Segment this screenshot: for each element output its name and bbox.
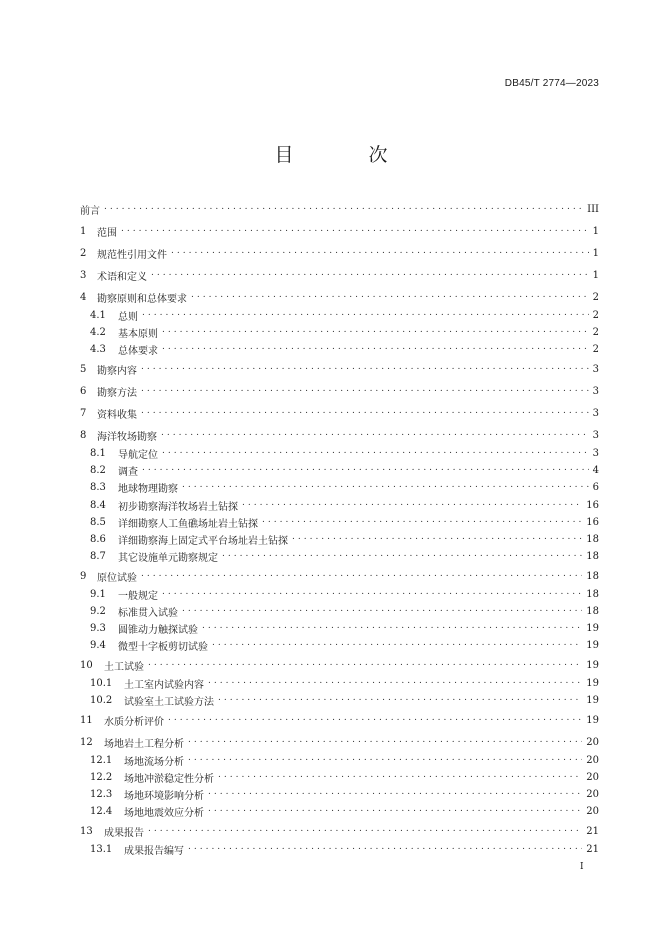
toc-leader-dots xyxy=(141,384,589,394)
toc-entry-label: 术语和定义 xyxy=(97,271,147,283)
toc-entry-label: 勘察方法 xyxy=(97,387,137,399)
toc-entry-page: 19 xyxy=(586,677,599,689)
toc-entry-label: 详细勘察海上固定式平台场址岩土钻探 xyxy=(118,535,288,547)
toc-entry-number: 4 xyxy=(80,291,87,303)
toc-entry-page: 2 xyxy=(592,291,599,303)
toc-entry-page: 3 xyxy=(592,447,599,459)
toc-entry-label: 场地冲淤稳定性分析 xyxy=(124,773,214,785)
toc-entry-number: 8.5 xyxy=(90,516,106,528)
toc-leader-dots xyxy=(242,498,582,508)
toc-entry[interactable] xyxy=(80,406,599,420)
toc-leader-dots xyxy=(162,446,589,456)
toc-entry[interactable] xyxy=(80,362,599,376)
toc-leader-dots xyxy=(222,549,582,559)
toc-entry[interactable] xyxy=(90,325,599,339)
toc-entry-label: 导航定位 xyxy=(118,449,158,461)
toc-leader-dots xyxy=(141,569,582,579)
toc-entry-page: 2 xyxy=(592,309,599,321)
toc-entry-page: 18 xyxy=(586,605,599,617)
toc-entry-page: 19 xyxy=(586,622,599,634)
toc-entry[interactable] xyxy=(90,308,599,322)
toc-entry[interactable] xyxy=(90,515,599,529)
toc-entry-page: 1 xyxy=(592,225,599,237)
toc-entry-page: 19 xyxy=(586,659,599,671)
toc-entry-label: 场地地震效应分析 xyxy=(124,807,204,819)
toc-entry-page: 21 xyxy=(586,825,599,837)
toc-entry-label: 标准贯入试验 xyxy=(118,607,178,619)
toc-entry-page: 20 xyxy=(586,771,599,783)
toc-entry-page: III xyxy=(587,203,599,215)
toc-entry-number: 5 xyxy=(80,363,87,375)
toc-entry[interactable] xyxy=(80,246,599,260)
toc-entry-label: 水质分析评价 xyxy=(104,716,164,728)
toc-entry-number: 12.2 xyxy=(90,771,113,783)
toc-leader-dots xyxy=(208,787,582,797)
toc-leader-dots xyxy=(162,342,589,352)
toc-leader-dots xyxy=(218,770,582,780)
toc-entry-label: 初步勘察海洋牧场岩土钻探 xyxy=(118,501,238,513)
toc-entry-label: 勘察内容 xyxy=(97,365,137,377)
toc-entry-page: 16 xyxy=(586,499,599,511)
toc-leader-dots xyxy=(142,308,589,318)
toc-entry-label: 调查 xyxy=(118,466,138,478)
toc-entry-number: 8.6 xyxy=(90,533,106,545)
toc-entry[interactable] xyxy=(90,498,599,512)
toc-entry-label: 场地环境影响分析 xyxy=(124,790,204,802)
toc-entry[interactable] xyxy=(90,676,599,690)
toc-leader-dots xyxy=(162,325,589,335)
toc-entry[interactable] xyxy=(90,446,599,460)
page-number: I xyxy=(580,862,584,872)
toc-entry-page: 6 xyxy=(592,481,599,493)
toc-leader-dots xyxy=(182,480,589,490)
toc-leader-dots xyxy=(182,604,582,614)
toc-entry-label: 总则 xyxy=(118,311,138,323)
toc-entry-number: 9.4 xyxy=(90,639,106,651)
toc-entry-label: 海洋牧场勘察 xyxy=(97,431,157,443)
toc-leader-dots xyxy=(202,621,582,631)
toc-entry-number: 8.4 xyxy=(90,499,106,511)
toc-entry-page: 18 xyxy=(586,570,599,582)
toc-entry-number: 9.2 xyxy=(90,605,106,617)
toc-entry-label: 勘察原则和总体要求 xyxy=(97,293,187,305)
toc-leader-dots xyxy=(171,246,589,256)
toc-entry-number: 8.1 xyxy=(90,447,106,459)
toc-entry-label: 原位试验 xyxy=(97,572,137,584)
toc-leader-dots xyxy=(148,658,582,668)
toc-entry-number: 3 xyxy=(80,269,87,281)
toc-entry-label: 地球物理勘察 xyxy=(118,483,178,495)
toc-leader-dots xyxy=(121,224,589,234)
toc-entry-page: 18 xyxy=(586,533,599,545)
toc-entry-number: 8.7 xyxy=(90,550,106,562)
toc-entry-number: 8.2 xyxy=(90,464,106,476)
toc-entry[interactable] xyxy=(80,824,599,838)
toc-entry-page: 1 xyxy=(592,269,599,281)
toc-entry[interactable] xyxy=(80,202,599,216)
toc-entry-page: 20 xyxy=(586,754,599,766)
toc-entry-label: 土工试验 xyxy=(104,661,144,673)
toc-leader-dots xyxy=(141,362,589,372)
toc-entry[interactable] xyxy=(90,587,599,601)
toc-entry-number: 9 xyxy=(80,570,87,582)
toc-entry-label: 总体要求 xyxy=(118,345,158,357)
toc-entry-page: 20 xyxy=(586,736,599,748)
toc-leader-dots xyxy=(208,676,582,686)
toc-entry-page: 2 xyxy=(592,343,599,355)
toc-entry-label: 基本原则 xyxy=(118,328,158,340)
toc-entry-page: 19 xyxy=(586,639,599,651)
toc-entry-label: 资料收集 xyxy=(97,409,137,421)
toc-entry[interactable] xyxy=(90,638,599,652)
page-title: 目 次 xyxy=(274,144,416,166)
toc-entry-number: 13 xyxy=(80,825,93,837)
toc-entry[interactable] xyxy=(90,342,599,356)
toc-entry-label: 成果报告 xyxy=(104,827,144,839)
toc-entry-page: 3 xyxy=(592,407,599,419)
toc-entry-page: 19 xyxy=(586,694,599,706)
toc-entry-label: 场地流场分析 xyxy=(124,756,184,768)
toc-entry-label: 一般规定 xyxy=(118,590,158,602)
toc-entry-label: 圆锥动力触探试验 xyxy=(118,624,198,636)
toc-leader-dots xyxy=(212,638,582,648)
toc-entry-number: 4.2 xyxy=(90,326,106,338)
toc-leader-dots xyxy=(148,824,582,834)
toc-entry-label: 前言 xyxy=(80,205,100,217)
toc-entry[interactable] xyxy=(80,268,599,282)
toc-entry[interactable] xyxy=(90,532,599,546)
toc-leader-dots xyxy=(188,753,582,763)
toc-entry-label: 其它设施单元勘察规定 xyxy=(118,552,218,564)
toc-entry-label: 成果报告编写 xyxy=(124,845,184,857)
toc-leader-dots xyxy=(191,290,589,300)
toc-leader-dots xyxy=(188,842,582,852)
toc-entry-page: 16 xyxy=(586,516,599,528)
toc-entry-number: 2 xyxy=(80,247,87,259)
toc-entry-number: 9.3 xyxy=(90,622,106,634)
toc-entry-number: 12.1 xyxy=(90,754,113,766)
toc-entry-label: 范围 xyxy=(97,227,117,239)
toc-entry[interactable] xyxy=(90,753,599,767)
toc-entry-label: 规范性引用文件 xyxy=(97,249,167,261)
toc-entry-page: 20 xyxy=(586,805,599,817)
toc-leader-dots xyxy=(208,804,582,814)
toc-entry-page: 18 xyxy=(586,588,599,600)
toc-entry-page: 3 xyxy=(592,363,599,375)
toc-entry-number: 10.2 xyxy=(90,694,113,706)
toc-entry[interactable] xyxy=(80,428,599,442)
toc-entry[interactable] xyxy=(90,480,599,494)
toc-entry-number: 4.1 xyxy=(90,309,106,321)
toc-entry-label: 场地岩土工程分析 xyxy=(104,738,184,750)
toc-entry[interactable] xyxy=(90,604,599,618)
toc-entry-page: 1 xyxy=(592,247,599,259)
document-code: DB45/T 2774—2023 xyxy=(504,78,599,89)
toc-entry-number: 9.1 xyxy=(90,588,106,600)
toc-entry-number: 12 xyxy=(80,736,93,748)
toc-leader-dots xyxy=(151,268,589,278)
toc-entry[interactable] xyxy=(90,804,599,818)
toc-leader-dots xyxy=(161,428,589,438)
toc-entry-number: 6 xyxy=(80,385,87,397)
toc-entry[interactable] xyxy=(80,735,599,749)
toc-entry[interactable] xyxy=(80,713,599,727)
toc-leader-dots xyxy=(168,713,582,723)
toc-entry-label: 试验室土工试验方法 xyxy=(124,696,214,708)
toc-entry[interactable] xyxy=(80,384,599,398)
toc-entry-number: 1 xyxy=(80,225,87,237)
toc-entry-page: 21 xyxy=(586,843,599,855)
toc-entry-number: 8.3 xyxy=(90,481,106,493)
toc-leader-dots xyxy=(218,693,582,703)
toc-entry-number: 10.1 xyxy=(90,677,113,689)
toc-entry[interactable] xyxy=(90,693,599,707)
toc-entry[interactable] xyxy=(80,658,599,672)
toc-entry-label: 土工室内试验内容 xyxy=(124,679,204,691)
toc-leader-dots xyxy=(141,406,589,416)
toc-entry-page: 20 xyxy=(586,788,599,800)
toc-entry-number: 4.3 xyxy=(90,343,106,355)
toc-entry[interactable] xyxy=(90,787,599,801)
toc-entry[interactable] xyxy=(90,842,599,856)
toc-entry-page: 19 xyxy=(586,714,599,726)
toc-entry[interactable] xyxy=(90,549,599,563)
toc-leader-dots xyxy=(142,463,589,473)
toc-entry-label: 详细勘察人工鱼礁场址岩土钻探 xyxy=(118,518,258,530)
toc-entry-page: 18 xyxy=(586,550,599,562)
toc-entry[interactable] xyxy=(90,463,599,477)
toc-leader-dots xyxy=(292,532,582,542)
toc-entry-number: 10 xyxy=(80,659,93,671)
toc-entry[interactable] xyxy=(80,224,599,238)
toc-entry-number: 12.3 xyxy=(90,788,113,800)
toc-leader-dots xyxy=(188,735,582,745)
toc-entry-number: 12.4 xyxy=(90,805,113,817)
toc-entry-number: 7 xyxy=(80,407,87,419)
toc-leader-dots xyxy=(104,202,583,212)
toc-entry-number: 8 xyxy=(80,429,87,441)
toc-entry[interactable] xyxy=(80,569,599,583)
toc-leader-dots xyxy=(262,515,582,525)
toc-leader-dots xyxy=(162,587,582,597)
toc-entry[interactable] xyxy=(80,290,599,304)
toc-entry-page: 2 xyxy=(592,326,599,338)
toc-entry-page: 3 xyxy=(592,429,599,441)
toc-entry[interactable] xyxy=(90,770,599,784)
toc-entry-number: 11 xyxy=(80,714,93,726)
toc-entry-label: 微型十字板剪切试验 xyxy=(118,641,208,653)
toc-entry-page: 4 xyxy=(592,464,599,476)
toc-entry-number: 13.1 xyxy=(90,843,113,855)
toc-entry[interactable] xyxy=(90,621,599,635)
toc-entry-page: 3 xyxy=(592,385,599,397)
